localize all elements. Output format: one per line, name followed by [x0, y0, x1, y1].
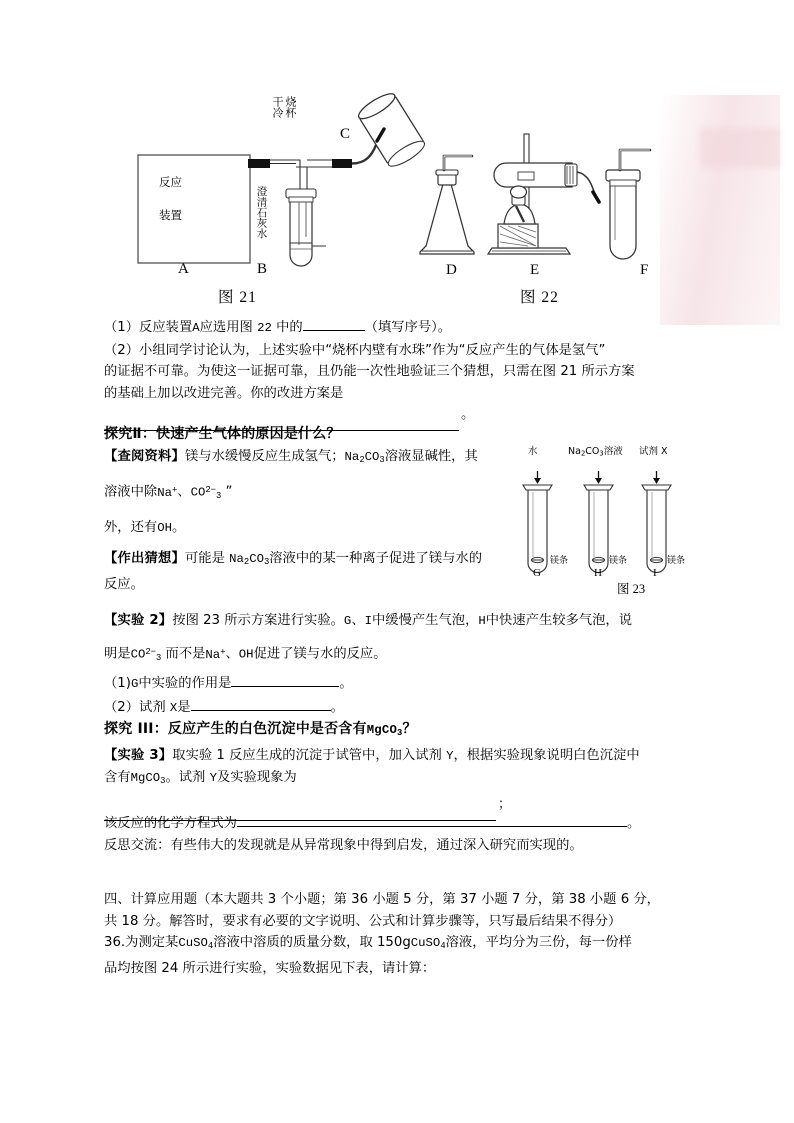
inquiry-2-resource-line3	[104, 517, 698, 540]
experiment-2-line2	[104, 642, 698, 669]
guess-text-b: 溶液中的某一种离子促进了镁与水的	[269, 551, 483, 567]
inquiry-3-heading	[104, 719, 698, 745]
experiment-2-line2-a: 明是	[104, 646, 131, 662]
q1-apparatus-letter: A	[192, 321, 200, 335]
experiment-3-line2	[104, 767, 698, 793]
question-36-line2: 品均按图 24 所示进行实验，实验数据见下表，请计算：	[104, 960, 436, 976]
experiment-2-label: 【实验 2】	[104, 613, 173, 629]
resource-text-d: 溶液显碱性，其	[384, 448, 478, 464]
experiment-2-line2-c: 促进了镁与水的反应。	[253, 646, 387, 662]
carbonate-ion-formula-2: $CO^{2-}_3$	[130, 646, 162, 663]
cuso4-formula-1: CuSO$_4$	[178, 936, 214, 952]
sub1-text: 中实验的作用是	[138, 676, 232, 692]
cuso4-formula-2: CuSO$_4$	[410, 936, 446, 952]
reagent-Y-label: Y	[446, 748, 454, 763]
sub1-period: 。	[339, 676, 353, 692]
sodium-ion-formula-2: Na+	[205, 646, 226, 662]
figure-21-item-A-letter: A	[178, 261, 190, 277]
q1-prefix: （1）反应装置	[104, 320, 193, 335]
figure-23-tube-H-letter: H	[594, 567, 602, 579]
reagent-X-label: X	[169, 700, 178, 715]
experiment-3-answer-area	[104, 793, 698, 812]
resource-line3-period: 。	[171, 519, 186, 535]
q1-mid2: 中的	[276, 320, 303, 335]
sub2-index: （2）试剂	[104, 699, 166, 715]
experiment-3-line2-c: 及实验现象为	[216, 770, 297, 786]
q36-text-b: 溶液中溶质的质量分数，取 150g	[213, 935, 411, 951]
resource-line2-prefix: 溶液中除	[104, 484, 158, 500]
dry-cold-beaker-label-col2: 烧杯	[284, 96, 297, 118]
figure-23-tube-H-content-label: 镁条	[609, 556, 628, 566]
sub1-answer-blank[interactable]	[231, 672, 339, 687]
q1-mid: 应选用图	[199, 320, 253, 335]
resource-line2-sep: 、	[177, 484, 191, 500]
experiment-3-line2-b: 。试剂	[165, 770, 206, 786]
question-36-line1	[104, 932, 698, 958]
figure-23-caption: 图 23	[617, 582, 646, 596]
section-4-line1: 四、计算应用题（本大题共 3 个小题；第 36 小题 5 分，第 37 小题 7 分，第 38 小题 6 分，	[104, 892, 660, 908]
q1-answer-blank[interactable]	[303, 316, 365, 331]
exp2-sep1: 、	[351, 613, 365, 629]
sub2-text: 是	[177, 699, 191, 715]
q1-suffix: （填写序号）。	[364, 320, 452, 335]
carbonate-ion-formula: $CO^{2-}_3$	[190, 485, 222, 502]
figure-22-item-E-letter: E	[530, 262, 541, 278]
figure-21-item-B-letter: B	[257, 261, 269, 277]
mgco3-formula-heading: MgCO$_3$	[366, 723, 403, 739]
q36-text-c: 溶液，平均分为三份，每一份样	[445, 935, 632, 951]
question-2-answer-area	[104, 404, 698, 422]
sub1-index: （1)	[104, 676, 131, 692]
hydroxide-formula: OH	[157, 520, 172, 535]
mgco3-formula: MgCO$_3$	[130, 771, 166, 787]
inquiry-2-resource-line2	[104, 480, 698, 507]
reflection-line: 反思交流：有些伟大的发现就是从异常现象中得到启发，通过深入研究而实现的。	[104, 837, 583, 853]
experiment-3-text-a: 取实验 1 反应生成的沉淀于试管中，加入试剂	[172, 747, 442, 763]
guess-text-a: 可能是	[184, 551, 225, 567]
resource-line3-prefix: 外，还有	[104, 519, 158, 535]
figure-22-diagram	[400, 128, 700, 308]
experiment-2-line1	[104, 610, 698, 633]
figure-23-tube-G-content-label: 镁条	[550, 556, 569, 566]
inquiry-3-heading-text: 探究 III：反应产生的白色沉淀中是否含有	[104, 721, 367, 738]
figure-22-item-F-letter: F	[640, 262, 650, 278]
guess-label: 【作出猜想】	[104, 551, 185, 567]
inquiry-2-heading: 探究Ⅱ：快速产生气体的原因是什么？	[104, 426, 341, 442]
figure-23-tube-G-letter: G	[533, 567, 541, 579]
question-body	[104, 316, 698, 979]
exp2-sep2: 、	[225, 646, 239, 662]
tube-G-ref: G	[343, 614, 352, 629]
experiment-2-line2-b: 而不是	[165, 646, 206, 662]
limewater-label: 澄清石灰水	[255, 186, 268, 239]
experiment-3-line2-a: 含有	[104, 770, 131, 786]
question-2-answer-period: 。	[461, 407, 475, 422]
experiment-3-line1	[104, 745, 698, 768]
experiment-3-semicolon: ；	[498, 797, 512, 813]
experiment-3-label: 【实验 3】	[104, 747, 173, 763]
reaction-apparatus-label-line2: 装置	[159, 208, 182, 222]
sodium-ion-formula: Na+	[157, 485, 178, 500]
inquiry-2-resource-line1	[104, 446, 698, 472]
figures-area	[0, 0, 794, 310]
tube-H-ref: H	[478, 614, 486, 629]
hydroxide-formula-2: OH	[238, 647, 254, 662]
experiment-3-answer-blank[interactable]	[104, 806, 496, 821]
figure-22-item-D-letter: D	[446, 262, 458, 278]
experiment-2-text-a: 按图 23 所示方案进行实验。	[172, 613, 344, 629]
resource-label: 【查阅资料】	[104, 448, 185, 464]
resource-line2-quote: ”	[225, 484, 233, 500]
inquiry-2-guess-line1	[104, 548, 504, 574]
reaction-apparatus-label-line1: 反应	[159, 175, 182, 189]
question-2-line3: 的基础上加以改进完善。你的改进方案是	[104, 385, 344, 401]
inquiry-2-sub-question-2	[104, 696, 698, 720]
chemical-equation-label: 该反应的化学方程式为	[104, 816, 237, 832]
question-2-line1: （2）小组同学讨论认为，上述实验中“烧杯内壁有水珠”作为“反应产生的气体是氢气”	[104, 342, 606, 358]
inquiry-2-sub-question-1	[104, 672, 698, 696]
question-2-answer-blank[interactable]	[104, 416, 459, 431]
sub1-tube-G: G	[130, 677, 139, 692]
tube-I-ref: I	[364, 614, 372, 629]
dry-cold-beaker-label-col1: 干冷	[271, 96, 284, 118]
chemical-equation-period: 。	[626, 816, 641, 832]
figure-21-item-C-letter: C	[340, 126, 352, 142]
experiment-2-text-c: 中快速产生较多气泡，说	[485, 613, 633, 629]
experiment-2-text-b: 中缓慢产生气泡，	[372, 613, 479, 629]
inquiry-3-heading-q: ？	[402, 721, 417, 738]
question-2-line2: 的证据不可靠。为使这一证据可靠，且仍能一次性地验证三个猜想，只需在图 21 所示方案	[104, 364, 635, 379]
sub2-period: 。	[330, 699, 344, 715]
q36-text-a: 36.为测定某	[104, 935, 179, 951]
figure-23-tube-G-top-label: 水	[528, 446, 538, 457]
na2co3-formula: $Na_2CO_3$	[344, 449, 385, 465]
figure-21-caption: 图 21	[218, 289, 257, 306]
figure-23-tube-I-content-label: 镁条	[667, 556, 686, 566]
section-4-line2: 共 18 分。解答时，要求有必要的文字说明、公式和计算步骤等，只写最后结果不得分）	[104, 913, 622, 929]
sub2-answer-blank[interactable]	[191, 696, 331, 711]
figure-23-tube-H-top-label: $Na_2CO_3$溶液	[568, 446, 623, 458]
q1-figure-number: 22	[257, 321, 272, 335]
question-1	[104, 316, 698, 340]
figure-23-tube-I-letter: I	[653, 567, 657, 579]
na2co3-formula-guess: $Na_2CO_3$	[229, 552, 270, 568]
figure-22-caption: 图 22	[520, 289, 559, 306]
reagent-Y-label-2: Y	[209, 771, 217, 786]
figure-23-tube-I-top-label: 试剂 X	[639, 446, 668, 457]
inquiry-2-guess-line2: 反应。	[104, 576, 144, 592]
resource-text-a: 镁与水缓慢反应生成氢气；	[184, 448, 345, 464]
experiment-3-text-b: ，根据实验现象说明白色沉淀中	[453, 747, 640, 763]
